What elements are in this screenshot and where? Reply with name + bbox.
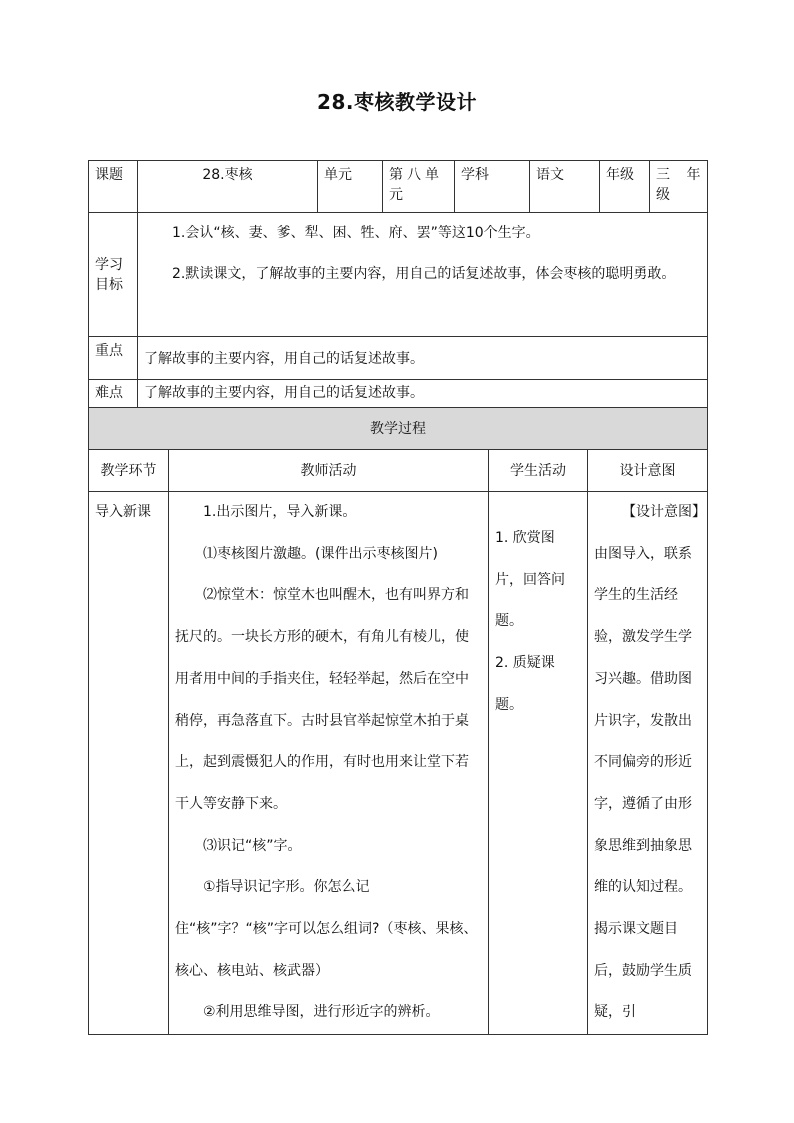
stage-name: 导入新课 [95, 504, 151, 520]
unit-label: 单元 [318, 161, 383, 213]
intent-text: 【设计意图】由图导入，联系学生的生活经验，激发学生学习兴趣。借助图片识字，发散出不同偏旁的形近字，遵循了由形象思维到抽象思维的认知过程。揭示课文题目后，鼓励学生质疑，引 [594, 504, 699, 1021]
student-activity-cell [489, 492, 588, 1035]
teacher-line: ②利用思维导图，进行形近字的辨析。 [203, 1004, 440, 1021]
design-intent-cell [588, 492, 708, 1035]
objective-line: 1.会认“核、妻、爹、犁、困、牲、府、罢”等这10个生字。 [172, 225, 540, 241]
page-title: 28.枣核教学设计 [317, 90, 477, 114]
key-point-label: 重点 [89, 337, 138, 380]
objectives-content [138, 213, 708, 337]
stage-cell [89, 492, 169, 1035]
objective-line: 2.默读课文，了解故事的主要内容，用自己的话复述故事，体会枣核的聪明勇敢。 [172, 266, 676, 282]
teacher-line: 1.出示图片，导入新课。 [203, 504, 357, 520]
process-header: 教学过程 [89, 408, 708, 450]
teacher-activity-cell [169, 492, 489, 1035]
lesson-info-table [88, 160, 708, 408]
teacher-line: ⑴枣核图片激趣。(课件出示枣核图片) [203, 545, 438, 562]
process-table [88, 407, 708, 1035]
subject-label: 学科 [455, 161, 530, 213]
student-line: 1. 欣赏图片，回答问题。 [495, 530, 565, 630]
difficulty-label: 难点 [89, 380, 138, 408]
grade-value: 三 年 级 [650, 161, 708, 213]
col-header-intent: 设计意图 [588, 450, 708, 492]
teacher-line: ①指导识记字形。你怎么记住“核”字？“核”字可以怎么组词?（枣核、果核、核心、核电站、核武器） [175, 879, 478, 979]
grade-label: 年级 [600, 161, 650, 213]
teacher-line: ⑶识记“核”字。 [203, 837, 302, 854]
subject-value: 语文 [530, 161, 600, 213]
student-line: 2. 质疑课题。 [495, 655, 555, 713]
unit-value: 第八单元 [383, 161, 455, 213]
col-header-teacher: 教师活动 [169, 450, 489, 492]
teacher-line: ⑵惊堂木：惊堂木也叫醒木，也有叫界方和抚尺的。一块长方形的硬木，有角儿有棱儿，使用者用中间的手指夹住，轻轻举起，然后在空中稍停，再急落直下。古时县官举起惊堂木拍于桌上，起到震慑犯人的作用，有时也用来让堂下若干人等安静下来。 [175, 587, 469, 812]
difficulty-text: 了解故事的主要内容，用自己的话复述故事。 [138, 380, 708, 408]
lesson-value: 28.枣核 [138, 161, 318, 213]
objectives-label: 学习目标 [89, 213, 138, 337]
col-header-stage: 教学环节 [89, 450, 169, 492]
col-header-student: 学生活动 [489, 450, 588, 492]
lesson-label: 课题 [89, 161, 138, 213]
key-point-text: 了解故事的主要内容，用自己的话复述故事。 [138, 337, 708, 380]
